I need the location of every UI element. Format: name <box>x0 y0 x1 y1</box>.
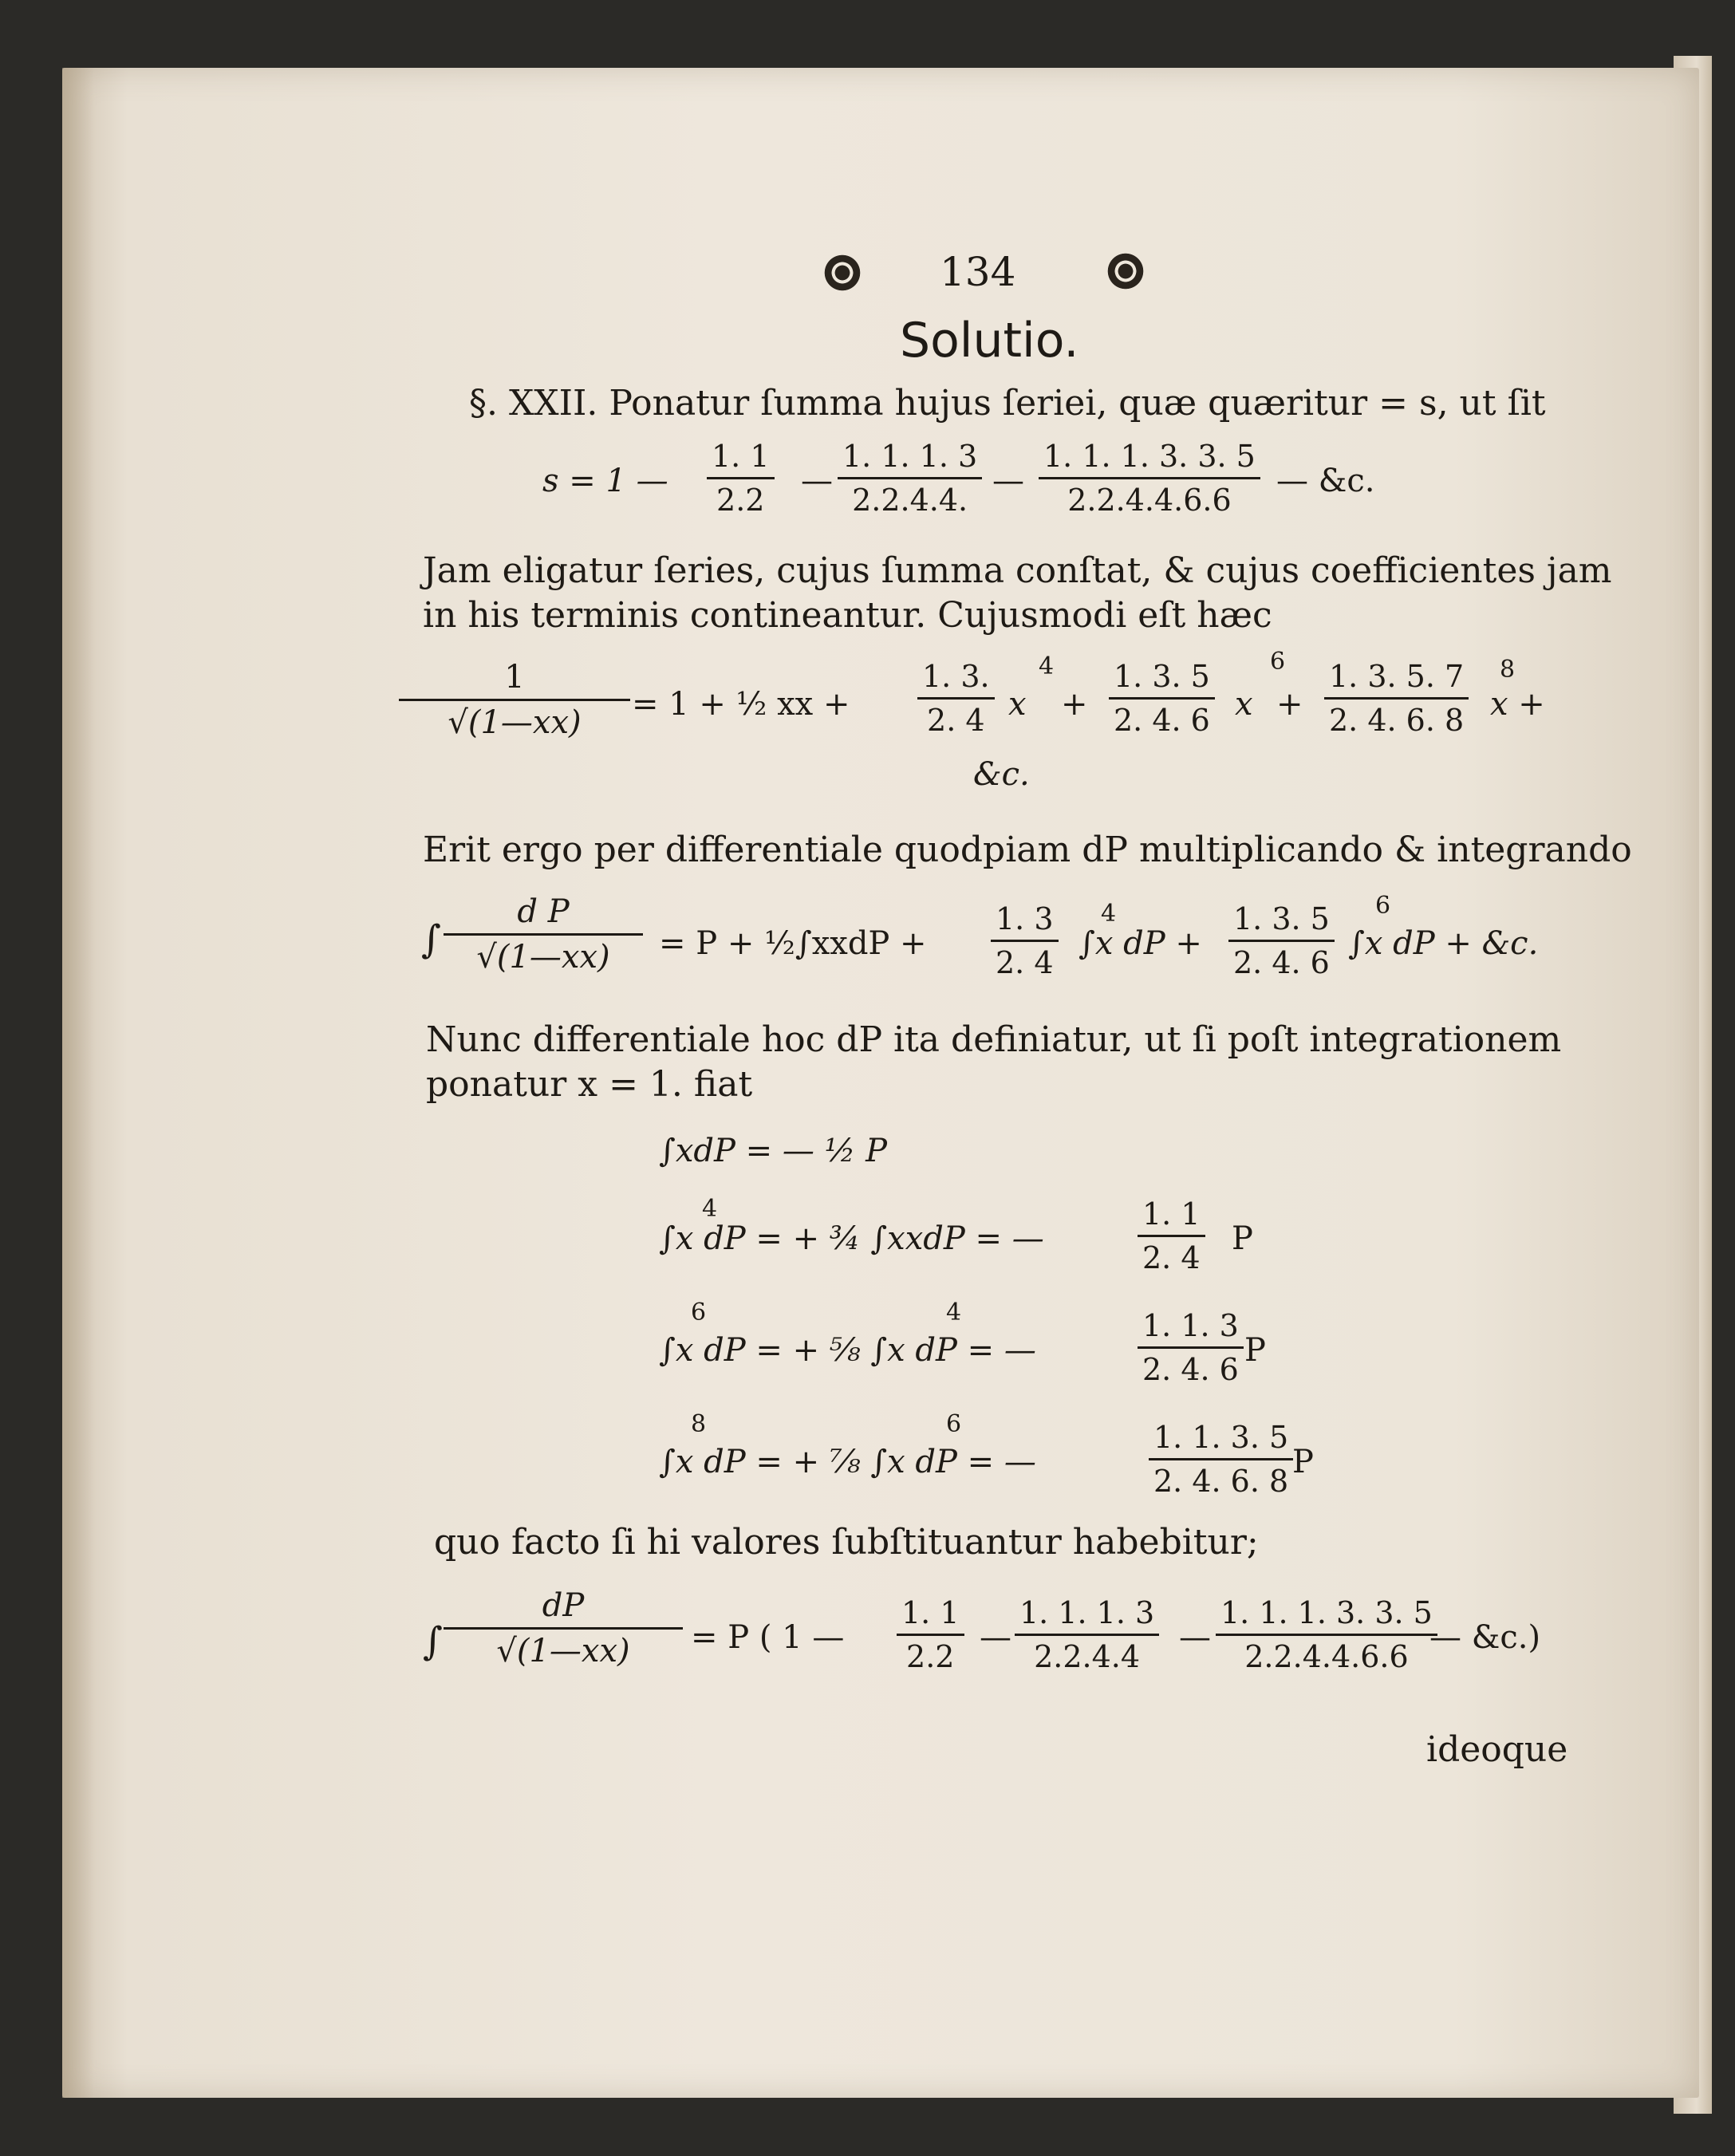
fraction-numerator: d P <box>444 893 643 936</box>
fraction <box>444 893 643 976</box>
equation-p: P <box>1292 1444 1314 1480</box>
page-gutter <box>62 68 94 2098</box>
fraction <box>897 1595 964 1674</box>
equation-p: P <box>1244 1332 1266 1369</box>
equation-middle: = 1 + ½ xx + <box>632 686 850 723</box>
fraction <box>1216 1595 1437 1674</box>
text-line: in his terminis contineantur. Cujusmodi eſt hæc <box>423 595 1272 636</box>
exponent: 6 <box>1375 892 1391 920</box>
exponent: 4 <box>702 1195 718 1223</box>
equation-lhs: s = 1 — <box>542 463 668 499</box>
fraction-denominator: 2. 4. 6 <box>1233 945 1330 980</box>
fraction-denominator: 2.2.4.4.6.6 <box>1067 483 1232 518</box>
fraction-numerator: 1. 3 <box>991 901 1059 942</box>
fraction-numerator: 1. 1 <box>897 1595 964 1636</box>
fraction <box>1149 1420 1293 1499</box>
text-line: quo facto ſi hi valores ſubſtituantur habebitur; <box>434 1522 1259 1563</box>
integral-sign: ∫ <box>421 917 442 962</box>
fraction <box>991 901 1059 980</box>
exponent: 6 <box>691 1299 707 1326</box>
fraction <box>1109 659 1215 738</box>
minus-sign: — <box>980 1619 1011 1656</box>
equation-middle: = P ( 1 — <box>691 1619 845 1656</box>
fraction-denominator: 2.2.4.4.6.6 <box>1244 1639 1409 1674</box>
fraction-numerator: 1. 1 <box>707 439 775 479</box>
equation-tail: — &c.) <box>1429 1619 1541 1656</box>
exponent: 6 <box>946 1410 962 1438</box>
equation-part: ∫x dP + <box>1078 925 1202 962</box>
fraction-numerator: 1. 1. 3. 5 <box>1149 1420 1293 1460</box>
fraction-denominator: 2. 4. 6. 8 <box>1153 1464 1289 1499</box>
exponent: 8 <box>1500 656 1516 684</box>
fraction <box>707 439 775 518</box>
equation-tail: x + <box>1490 686 1545 723</box>
fraction <box>1039 439 1260 518</box>
equation-row: ∫x dP = + ⅞ ∫x dP = — <box>659 1444 1036 1480</box>
integral-sign: ∫ <box>423 1619 444 1664</box>
plus-sign: + <box>1061 686 1088 723</box>
fraction-numerator: 1. 1. 1. 3 <box>838 439 982 479</box>
fraction-numerator: 1. 1. 1. 3. 3. 5 <box>1039 439 1260 479</box>
fraction-numerator: 1. 3. 5. 7 <box>1324 659 1469 700</box>
fraction-numerator: 1. 1. 1. 3 <box>1015 1595 1159 1636</box>
fraction-numerator: dP <box>444 1587 683 1630</box>
text-line: Jam eligatur ſeries, cujus ſumma conſtat, & cujus coefficientes jam <box>423 550 1612 591</box>
fraction-denominator: 2. 4 <box>927 703 985 738</box>
fraction <box>838 439 982 518</box>
minus-sign: — <box>801 463 833 499</box>
fraction-denominator: √(1—xx) <box>448 704 582 741</box>
page-number: 134 <box>940 249 1016 295</box>
fraction-denominator: 2.2.4.4. <box>852 483 968 518</box>
fraction-denominator: √(1—xx) <box>476 939 610 976</box>
fraction <box>399 659 630 741</box>
equation-middle: = P + ½∫xxdP + <box>659 925 927 962</box>
catchword: ideoque <box>1426 1729 1568 1770</box>
fraction-denominator: 2. 4. 6. 8 <box>1329 703 1465 738</box>
minus-sign: — <box>992 463 1024 499</box>
fraction-denominator: 2. 4. 6 <box>1114 703 1210 738</box>
fraction <box>1015 1595 1159 1674</box>
fraction-denominator: 2.2 <box>906 1639 955 1674</box>
variable: x <box>1008 686 1027 723</box>
section-title: Solutio. <box>900 313 1079 369</box>
left-ornament-icon <box>822 252 863 294</box>
variable: x <box>1235 686 1253 723</box>
text-line: §. XXII. Ponatur ſumma hujus ſeriei, quæ quæritur = s, ut ſit <box>469 383 1546 424</box>
equation-tail: — &c. <box>1276 463 1375 499</box>
etc-text: &c. <box>973 756 1030 793</box>
fraction-numerator: 1. 1. 3 <box>1138 1308 1244 1349</box>
fraction <box>444 1587 683 1669</box>
exponent: 4 <box>1101 900 1117 928</box>
equation-row: ∫x dP = + ¾ ∫xxdP = — <box>659 1220 1044 1257</box>
fraction-denominator: 2. 4 <box>996 945 1054 980</box>
exponent: 8 <box>691 1410 707 1438</box>
fraction-numerator: 1 <box>399 659 630 701</box>
fraction-numerator: 1. 1. 1. 3. 3. 5 <box>1216 1595 1437 1636</box>
fraction-denominator: 2.2.4.4 <box>1034 1639 1141 1674</box>
fraction <box>917 659 995 738</box>
fraction-denominator: 2.2 <box>716 483 765 518</box>
fraction-denominator: 2. 4 <box>1142 1240 1201 1275</box>
equation-row: ∫x dP = + ⅝ ∫x dP = — <box>659 1332 1036 1369</box>
exponent: 4 <box>1039 652 1055 680</box>
exponent: 6 <box>1270 648 1286 676</box>
equation-tail: ∫x dP + &c. <box>1348 925 1539 962</box>
fraction <box>1324 659 1469 738</box>
text-line: Erit ergo per differentiale quodpiam dP multiplicando & integrando <box>423 830 1632 870</box>
text-line: ponatur x = 1. fiat <box>426 1064 753 1105</box>
equation-row: ∫xdP = — ½ P <box>659 1133 887 1169</box>
fraction-numerator: 1. 1 <box>1138 1196 1205 1237</box>
fraction-numerator: 1. 3. 5 <box>1228 901 1335 942</box>
book-page <box>62 68 1699 2098</box>
right-ornament-icon <box>1105 250 1146 292</box>
fraction <box>1138 1308 1244 1387</box>
equation-p: P <box>1232 1220 1253 1257</box>
minus-sign: — <box>1179 1619 1211 1656</box>
text-line: Nunc differentiale hoc dP ita definiatur, ut ſi poſt integrationem <box>426 1019 1562 1060</box>
fraction <box>1138 1196 1205 1275</box>
fraction <box>1228 901 1335 980</box>
plus-sign: + <box>1276 686 1303 723</box>
exponent: 4 <box>946 1299 962 1326</box>
fraction-denominator: 2. 4. 6 <box>1142 1352 1239 1387</box>
fraction-numerator: 1. 3. 5 <box>1109 659 1215 700</box>
fraction-numerator: 1. 3. <box>917 659 995 700</box>
fraction-denominator: √(1—xx) <box>496 1633 630 1669</box>
